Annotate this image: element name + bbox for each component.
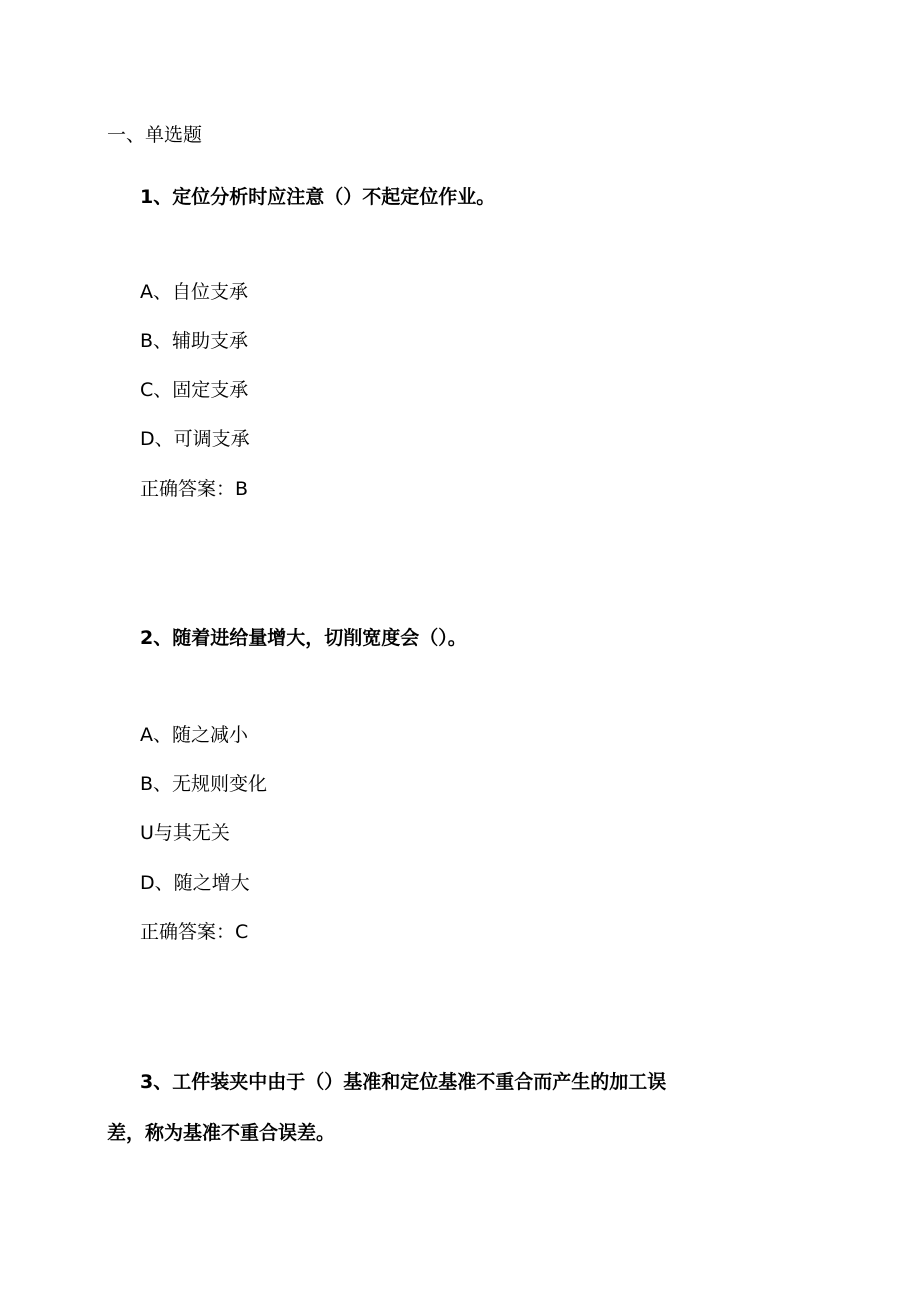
question-2-answer: 正确答案：C [140, 921, 249, 943]
question-1-option-a: A、自位支承 [140, 281, 248, 303]
question-2-option-c: U与其无关 [140, 822, 230, 844]
question-2-option-a: A、随之减小 [140, 724, 248, 746]
question-3-title-line-1: 3、工件装夹中由于（）基准和定位基准不重合而产生的加工误 [140, 1071, 667, 1093]
question-3-title-line-2: 差，称为基准不重合误差。 [107, 1122, 336, 1144]
question-1-answer: 正确答案：B [140, 478, 249, 500]
question-2-title: 2、随着进给量增大，切削宽度会（）。 [140, 627, 467, 649]
question-1-title: 1、定位分析时应注意（）不起定位作业。 [140, 186, 496, 208]
question-2-option-b: B、无规则变化 [140, 773, 268, 795]
section-heading: 一、单选题 [107, 124, 203, 146]
question-2-option-d: D、随之增大 [140, 872, 250, 894]
question-1-option-b: B、辅助支承 [140, 330, 249, 352]
question-1-option-d: D、可调支承 [140, 428, 250, 450]
question-1-option-c: C、固定支承 [140, 379, 249, 401]
